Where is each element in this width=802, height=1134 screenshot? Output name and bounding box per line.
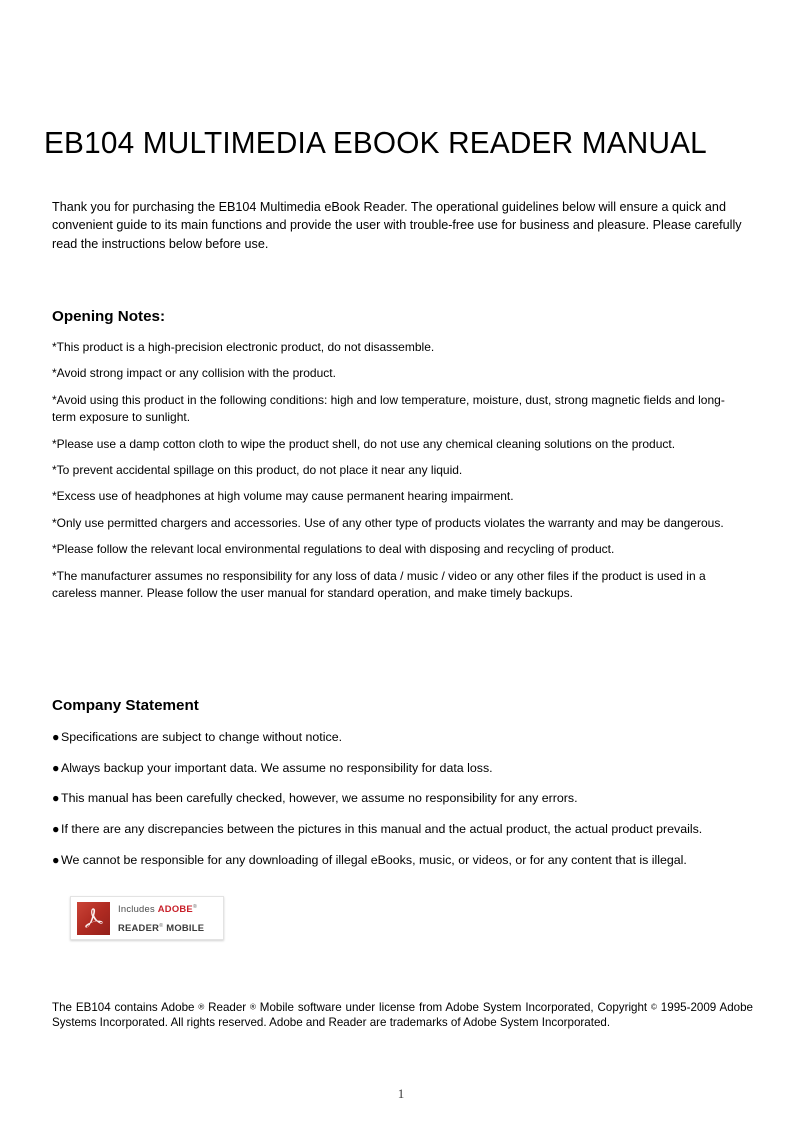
page-title: EB104 MULTIMEDIA EBOOK READER MANUAL	[44, 124, 707, 160]
includes-label: Includes	[118, 903, 158, 915]
company-statement-heading: Company Statement	[52, 697, 199, 715]
list-item: *Only use permitted chargers and accessories. Use of any other type of products violates the warranty and may be dangerous.	[52, 515, 724, 530]
bullet-icon: ●	[52, 729, 60, 744]
list-item-label: Always backup your important data. We assume no responsibility for data loss.	[61, 760, 493, 775]
bullet-icon: ●	[52, 853, 60, 868]
list-item: *Avoid strong impact or any collision with the product.	[52, 366, 336, 381]
reader-word: READER	[118, 922, 160, 933]
list-item-label: If there are any discrepancies between the pictures in this manual and the actual product, the actual product prevails.	[61, 822, 703, 837]
list-item: *Please follow the relevant local environmental regulations to deal with disposing and recycling of product.	[52, 542, 615, 557]
registered-mark-icon: ®	[250, 1002, 256, 1012]
opening-notes-heading: Opening Notes:	[52, 307, 166, 325]
page-number: 1	[397, 1086, 405, 1101]
list-item: *Please use a damp cotton cloth to wipe the product shell, do not use any chemical cleaning solutions on the product.	[52, 436, 676, 451]
list-item: *To prevent accidental spillage on this product, do not place it near any liquid.	[52, 462, 463, 477]
legal-text-3: Mobile software under license from Adobe System Incorporated, Copyright	[255, 1000, 652, 1014]
adobe-badge-line-2	[118, 922, 204, 933]
adobe-acrobat-icon	[77, 902, 110, 935]
bullet-icon: ●	[52, 822, 60, 837]
list-item-label: We cannot be responsible for any downloading of illegal eBooks, music, or videos, or for any content that is illegal.	[61, 853, 687, 868]
legal-text-4: 1995-2009 Adobe Systems Incorporated. All rights reserved. Adobe and Reader are trademarks of Adobe System Incorporated.	[52, 1000, 753, 1029]
adobe-word: ADOBE	[157, 903, 193, 915]
opening-notes-list	[52, 339, 748, 602]
intro-paragraph: Thank you for purchasing the EB104 Multimedia eBook Reader. The operational guidelines below will ensure a quick and convenient guide to its main functions and provide the user with trouble-free use for business and pleasure. Please carefully read the instructions below before use.	[52, 200, 742, 251]
list-item: *Avoid using this product in the following conditions: high and low temperature, moisture, dust, strong magnetic fields and long-term exposure to sunlight.	[52, 392, 725, 425]
adobe-badge-line-1	[118, 903, 197, 914]
list-item	[52, 821, 748, 839]
legal-notice	[52, 1000, 753, 1031]
bullet-icon: ●	[52, 760, 60, 775]
legal-text-1: The EB104 contains Adobe	[52, 1000, 199, 1014]
legal-text-2: Reader	[204, 1000, 251, 1014]
adobe-badge-text	[118, 899, 218, 937]
list-item	[52, 760, 748, 778]
list-item: *Excess use of headphones at high volume may cause permanent hearing impairment.	[52, 489, 514, 504]
adobe-reader-mobile-badge	[70, 896, 224, 940]
copyright-icon: ©	[651, 1002, 657, 1012]
list-item	[52, 852, 748, 870]
list-item-label: This manual has been carefully checked, however, we assume no responsibility for any errors.	[61, 791, 578, 806]
list-item: *The manufacturer assumes no responsibility for any loss of data / music / video or any other files if the product is used in a careless manner. Please follow the user manual for standard operation, and make timely backups.	[52, 568, 706, 600]
company-statement-list	[52, 729, 748, 871]
document-body	[52, 198, 748, 883]
bullet-icon: ●	[52, 791, 60, 806]
list-item-label: Specifications are subject to change without notice.	[61, 729, 343, 744]
mobile-word: MOBILE	[163, 922, 205, 933]
registered-mark-icon: ®	[159, 922, 164, 929]
registered-mark-icon: ®	[192, 904, 198, 910]
list-item: *This product is a high-precision electronic product, do not disassemble.	[52, 339, 435, 354]
list-item	[52, 729, 748, 747]
registered-mark-icon: ®	[198, 1002, 205, 1012]
list-item	[52, 790, 748, 808]
